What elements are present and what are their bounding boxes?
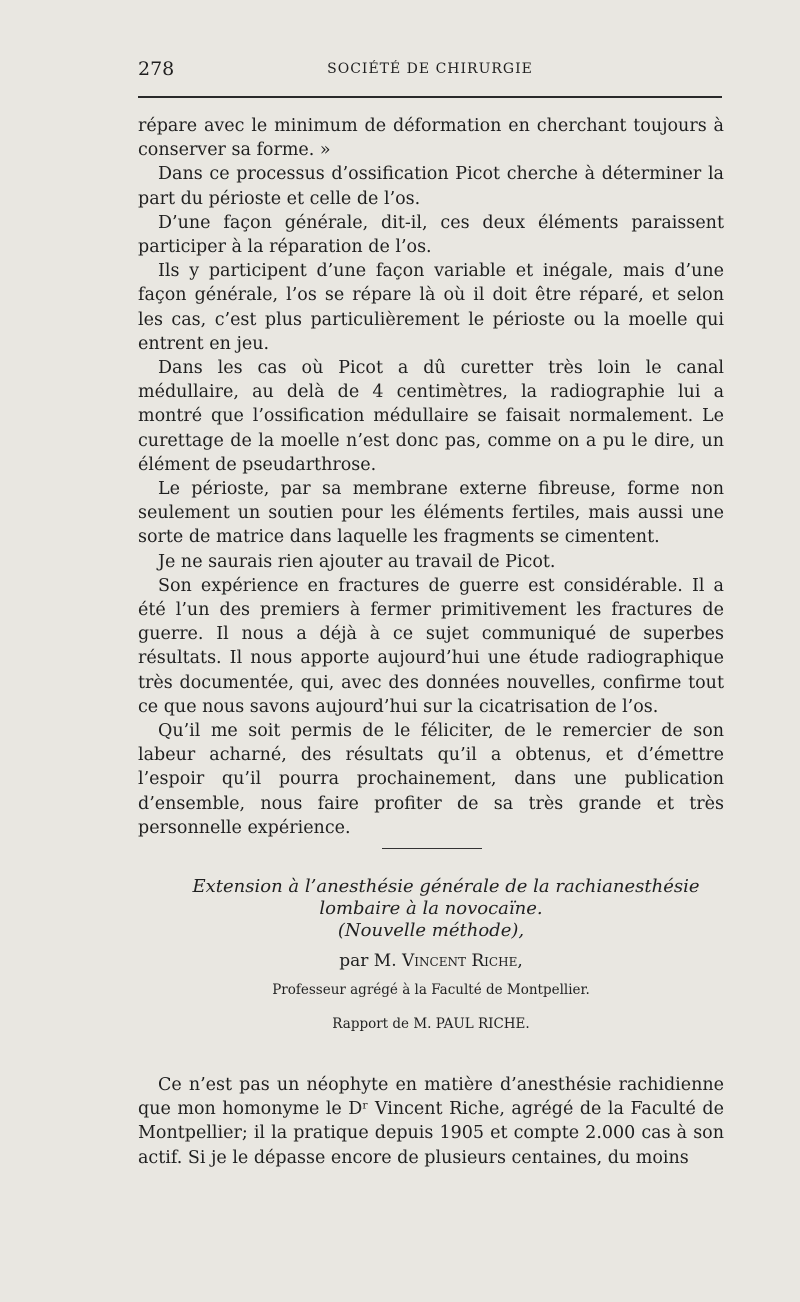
article-title-line-1: Extension à l’anesthésie générale de la rachianesthésie (192, 876, 700, 897)
header-rule (138, 96, 722, 98)
byline-prefix: par M. (339, 951, 403, 971)
paragraph: Ils y participent d’une façon variable et inégale, mais d’une façon générale, l’os se répare là où il doit être réparé, et selon les cas, c’est plus particulièrement le périoste ou la moelle qui entrent en jeu. (138, 261, 724, 354)
article-title-line-3: (Nouvelle méthode), (337, 920, 525, 941)
paragraph: Dans ce processus d’ossification Picot cherche à déterminer la part du périoste et celle de l’os. (138, 164, 724, 209)
page-header (138, 58, 722, 86)
paragraph: Qu’il me soit permis de le féliciter, de le remercier de son labeur acharné, des résultats qu’il a obtenus, et d’émettre l’espoir qu’il pourra prochainement, dans une publication d’ensemble, nous faire profiter de sa très grande et très personnelle expérience. (138, 721, 724, 838)
author-affiliation: Professeur agrégé à la Faculté de Montpellier. (272, 982, 590, 998)
paragraph: Dans les cas où Picot a dû curetter très loin le canal médullaire, au delà de 4 centimètres, la radiographie lui a montré que l’ossification médullaire se faisait normalement. Le curettage de la moelle n’est donc pas, comme on a pu le dire, un élément de pseudarthrose. (138, 358, 724, 475)
paragraph: Je ne saurais rien ajouter au travail de Picot. (158, 551, 556, 572)
paragraph: répare avec le minimum de déformation en cherchant toujours à conserver sa forme. » (138, 116, 724, 161)
paragraph: Son expérience en fractures de guerre est considérable. Il a été l’un des premiers à fermer primitivement les fractures de guerre. Il nous a déjà à ce sujet communiqué de superbes résultats. Il nous apporte aujourd’hui une étude radiographique très documentée, qui, avec des données nouvelles, confirme tout ce que nous savons aujourd’hui sur la cicatrisation de l’os. (138, 575, 724, 717)
article-heading (138, 876, 724, 1032)
paragraph: D’une façon générale, dit-il, ces deux éléments paraissent participer à la réparation de l’os. (138, 212, 724, 258)
article-title-line-2: lombaire à la novocaïne. (319, 898, 543, 919)
author-name: Vincent Riche, (402, 951, 523, 971)
report-by: Rapport de M. PAUL RICHE. (332, 1016, 530, 1032)
body-text (138, 114, 724, 840)
running-title: SOCIÉTÉ DE CHIRURGIE (327, 61, 533, 77)
page-number: 278 (138, 58, 175, 80)
paragraph: Ce n’est pas un néophyte en matière d’anesthésie rachidienne que mon homonyme le Dʳ Vincent Riche, agrégé de la Faculté de Montpellier; il la pratique depuis 1905 et compte 2.000 cas à son actif. Si je le dépasse encore de plusieurs centaines, du moins (138, 1075, 724, 1168)
byline (138, 950, 724, 972)
paragraph: Le périoste, par sa membrane externe fibreuse, forme non seulement un soutien pour les éléments fertiles, mais aussi une sorte de matrice dans laquelle les fragments se cimentent. (138, 479, 724, 548)
report-text (138, 1073, 724, 1170)
section-separator (382, 848, 482, 849)
